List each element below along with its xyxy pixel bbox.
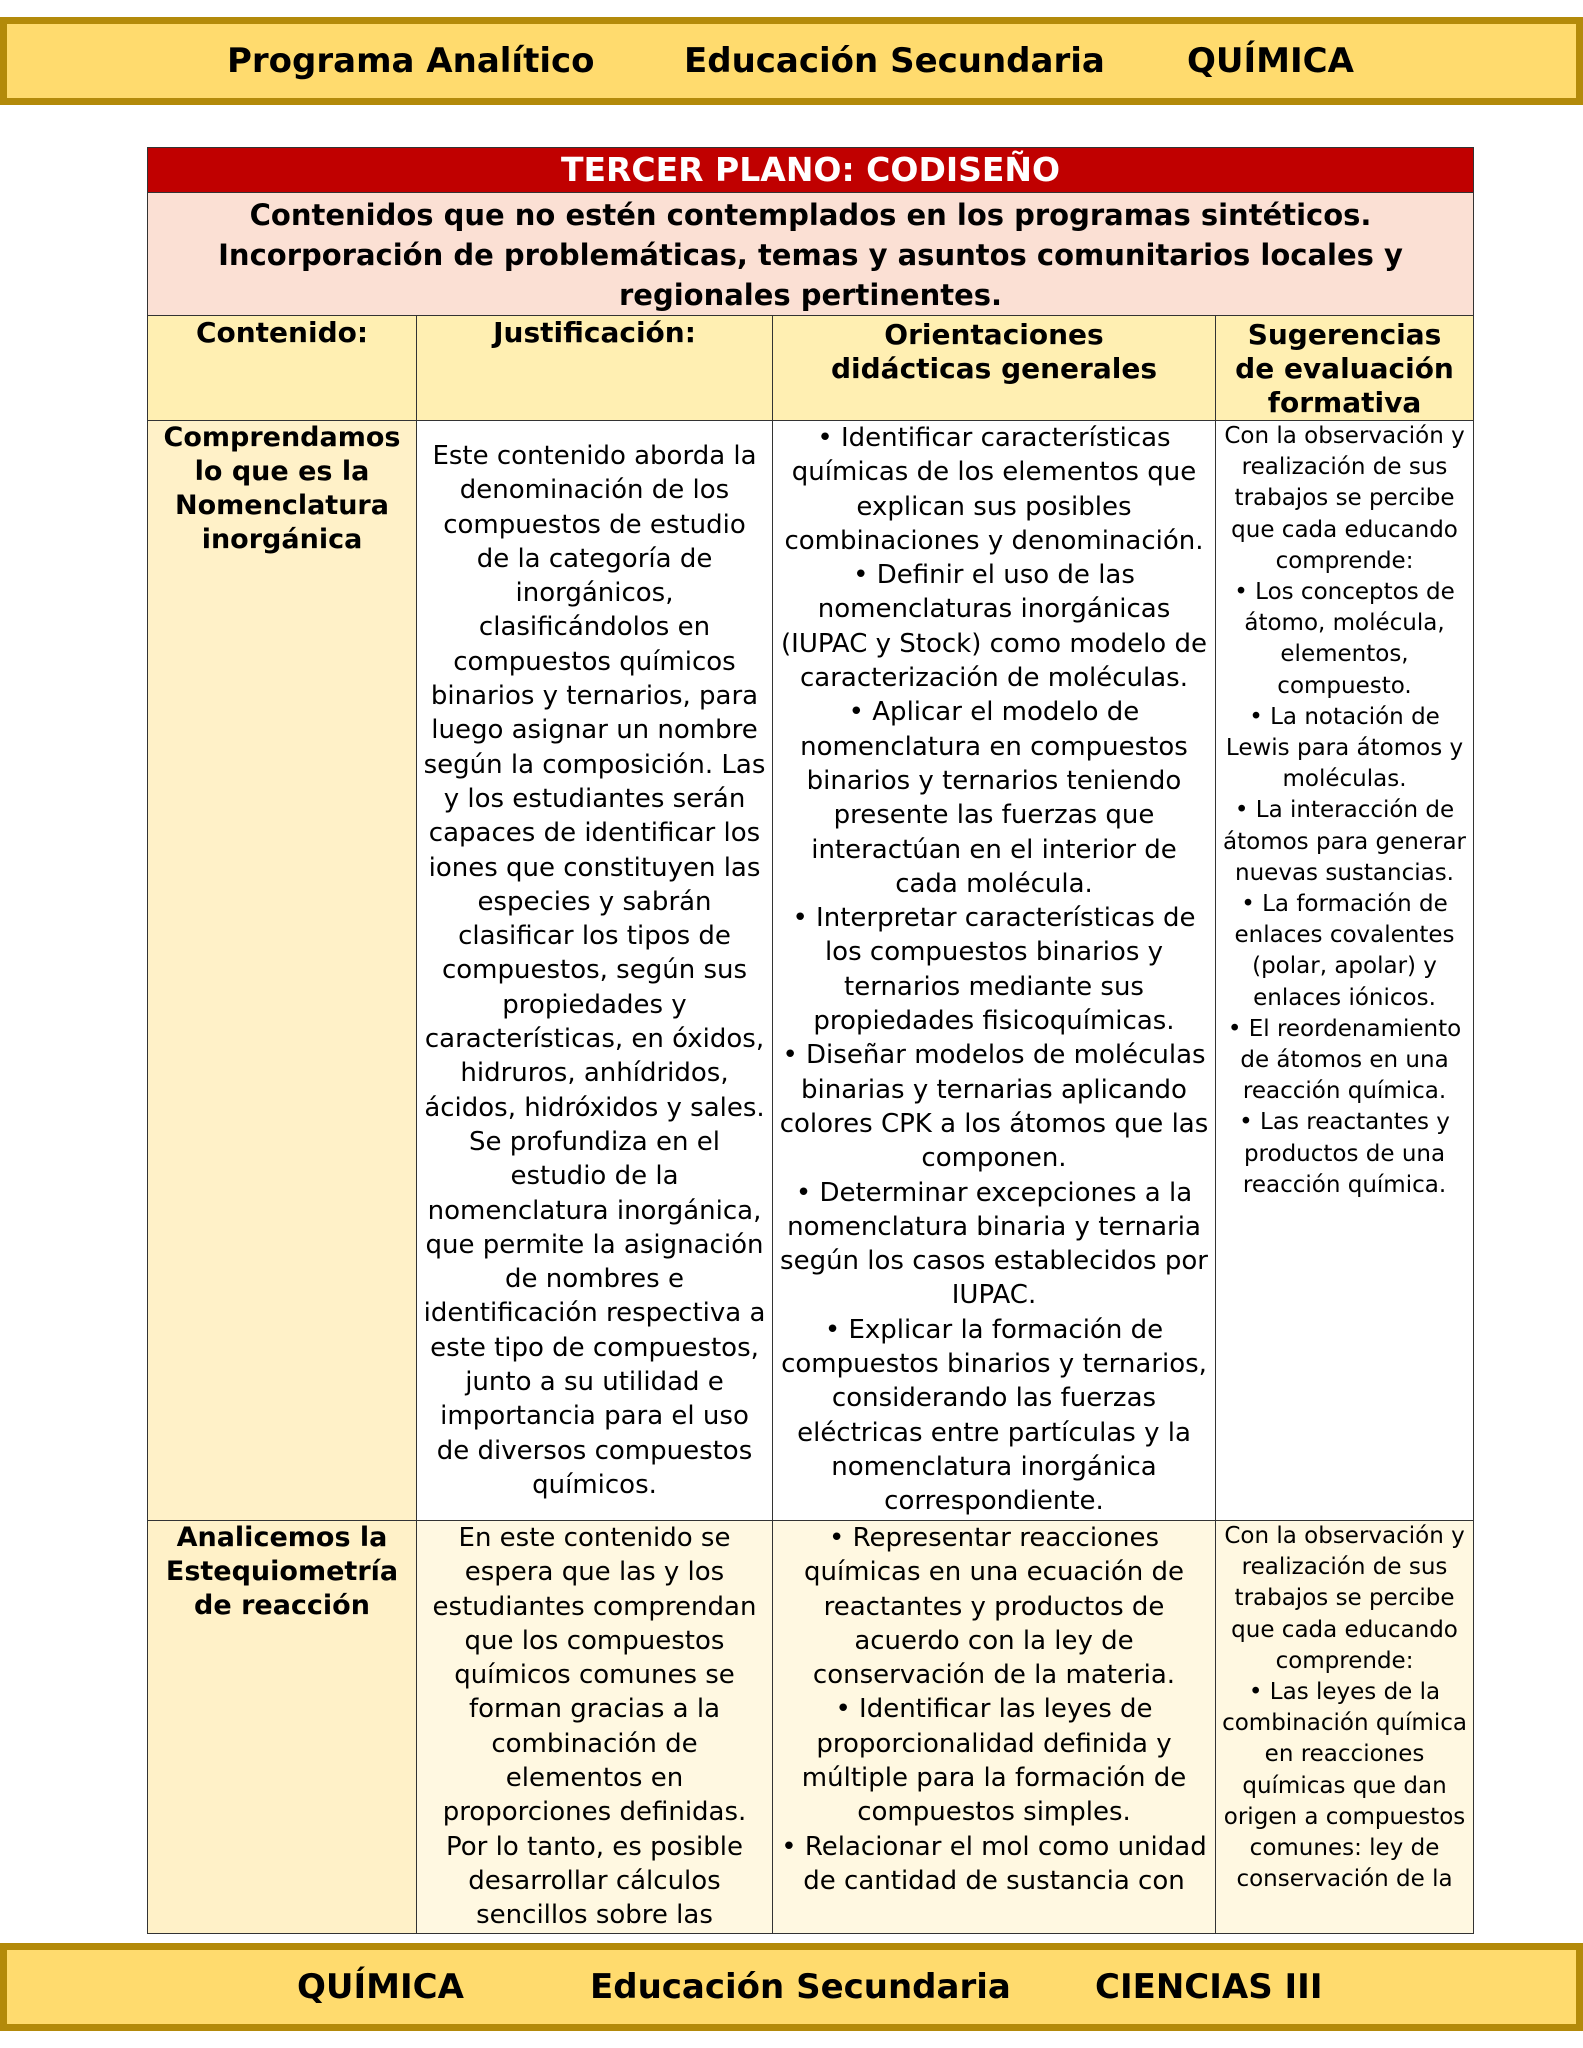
guideline-item: • Determinar excepciones a la nomenclatura binaria y ternaria según los casos establecidos por IUPAC. xyxy=(780,1177,1208,1311)
column-header-justificacion: Justificación: xyxy=(417,316,773,421)
guideline-item: • Representar reacciones químicas en una ecuación de reactantes y productos de acuerdo con la ley de conservación de la materia. xyxy=(803,1523,1185,1691)
header-subject: QUÍMICA xyxy=(1187,41,1354,81)
guideline-item: • Identificar las leyes de proporcionalidad definida y múltiple para la formación de compuestos simples. xyxy=(801,1694,1187,1828)
subtitle-line-1: Contenidos que no estén contemplados en los programas sintéticos. xyxy=(249,198,1372,232)
evaluation-item: Con la observación y realización de sus trabajos se percibe que cada educando comprende: xyxy=(1224,423,1465,574)
evaluation-item: • Las reactantes y productos de una reacción química. xyxy=(1239,1109,1450,1198)
evaluation-item: • La interacción de átomos para generar nuevas sustancias. xyxy=(1223,797,1467,886)
justification-cell: En este contenido se espera que las y los estudiantes comprendan que los compuestos químicos comunes se forman gracias a la combinación de elementos en proporciones definidas. Por lo tanto, es posible desarrollar cálculos sencillos sobre las xyxy=(417,1521,773,1934)
evaluation-item: • La formación de enlaces covalentes (polar, apolar) y enlaces iónicos. xyxy=(1234,891,1455,1011)
evaluation-item: Con la observación y realización de sus trabajos se percibe que cada educando comprende: xyxy=(1224,1523,1465,1674)
column-header-contenido: Contenido: xyxy=(148,316,417,421)
guideline-item: • Relacionar el mol como unidad de cantidad de sustancia con xyxy=(781,1831,1207,1896)
guideline-item: • Interpretar características de los compuestos binarios y ternarios mediante sus propiedades fisicoquímicas. xyxy=(792,903,1196,1037)
codesign-table xyxy=(147,147,1474,1934)
column-header-sugerencias xyxy=(1216,316,1474,421)
table-subtitle xyxy=(148,193,1474,316)
guideline-item: • Identificar características químicas de los elementos que explican sus posibles combinaciones y denominación. xyxy=(784,423,1204,556)
justification-cell: Este contenido aborda la denominación de los compuestos de estudio de la categoría de inorgánicos, clasificándolos en compuestos químicos binarios y ternarios, para luego asignar un nombre según la composición. Las y los estudiantes serán capaces de identificar los iones que constituyen las especies y sabrán clasificar los tipos de compuestos, según sus propiedades y características, en óxidos, hidruros, anhídridos, ácidos, hidróxidos y sales. Se profundiza en el estudio de la nomenclatura inorgánica, que permite la asignación de nombres e identificación respectiva a este tipo de compuestos, junto a su utilidad e importancia para el uso de diversos compuestos químicos. xyxy=(417,421,773,1521)
guideline-item: • Explicar la formación de compuestos binarios y ternarios, considerando las fuerzas eléctricas entre partículas y la nomenclatura inorgánica correspondiente. xyxy=(781,1314,1207,1517)
footer-banner xyxy=(0,1943,1583,2031)
table-row xyxy=(148,1521,1474,1934)
evaluation-suggestions-cell xyxy=(1216,1521,1474,1934)
column-header-orientaciones xyxy=(773,316,1216,421)
guideline-item: • Aplicar el modelo de nomenclatura en compuestos binarios y ternarios teniendo presente las fuerzas que interactúan en el interior de cada molécula. xyxy=(800,697,1188,899)
column-header-orientaciones-label: Orientaciones didácticas generales xyxy=(831,318,1157,385)
footer-subject: QUÍMICA xyxy=(297,1967,464,2007)
subtitle-line-2: Incorporación de problemáticas, temas y asuntos comunitarios locales y regionales pertinentes. xyxy=(218,238,1403,312)
table-title: TERCER PLANO: CODISEÑO xyxy=(148,148,1474,193)
evaluation-item: • Los conceptos de átomo, molécula, elementos, compuesto. xyxy=(1234,579,1455,699)
footer-course: CIENCIAS III xyxy=(1095,1967,1323,2007)
guideline-item: • Diseñar modelos de moléculas binarias y ternarias aplicando colores CPK a los átomos que las componen. xyxy=(779,1040,1209,1174)
table-row xyxy=(148,421,1474,1521)
column-header-sugerencias-label: Sugerencias de evaluación formativa xyxy=(1235,318,1454,419)
footer-level: Educación Secundaria xyxy=(590,1967,1011,2007)
guideline-item: • Definir el uso de las nomenclaturas inorgánicas (IUPAC y Stock) como modelo de caracterización de moléculas. xyxy=(781,560,1207,694)
header-banner xyxy=(0,17,1583,105)
header-level: Educación Secundaria xyxy=(684,41,1105,81)
evaluation-item: • La notación de Lewis para átomos y moléculas. xyxy=(1225,703,1464,793)
didactic-guidelines-cell xyxy=(773,421,1216,1521)
evaluation-item: • El reordenamiento de átomos en una reacción química. xyxy=(1227,1015,1462,1105)
header-program-title: Programa Analítico xyxy=(227,41,595,81)
evaluation-item: • Las leyes de la combinación química en reacciones químicas que dan origen a compuestos comunes: ley de conservación de la xyxy=(1222,1679,1467,1893)
content-topic-cell: Comprendamos lo que es la Nomenclatura inorgánica xyxy=(148,421,417,1521)
evaluation-suggestions-cell xyxy=(1216,421,1474,1521)
content-topic-cell: Analicemos la Estequiometría de reacción xyxy=(148,1521,417,1934)
didactic-guidelines-cell xyxy=(773,1521,1216,1934)
